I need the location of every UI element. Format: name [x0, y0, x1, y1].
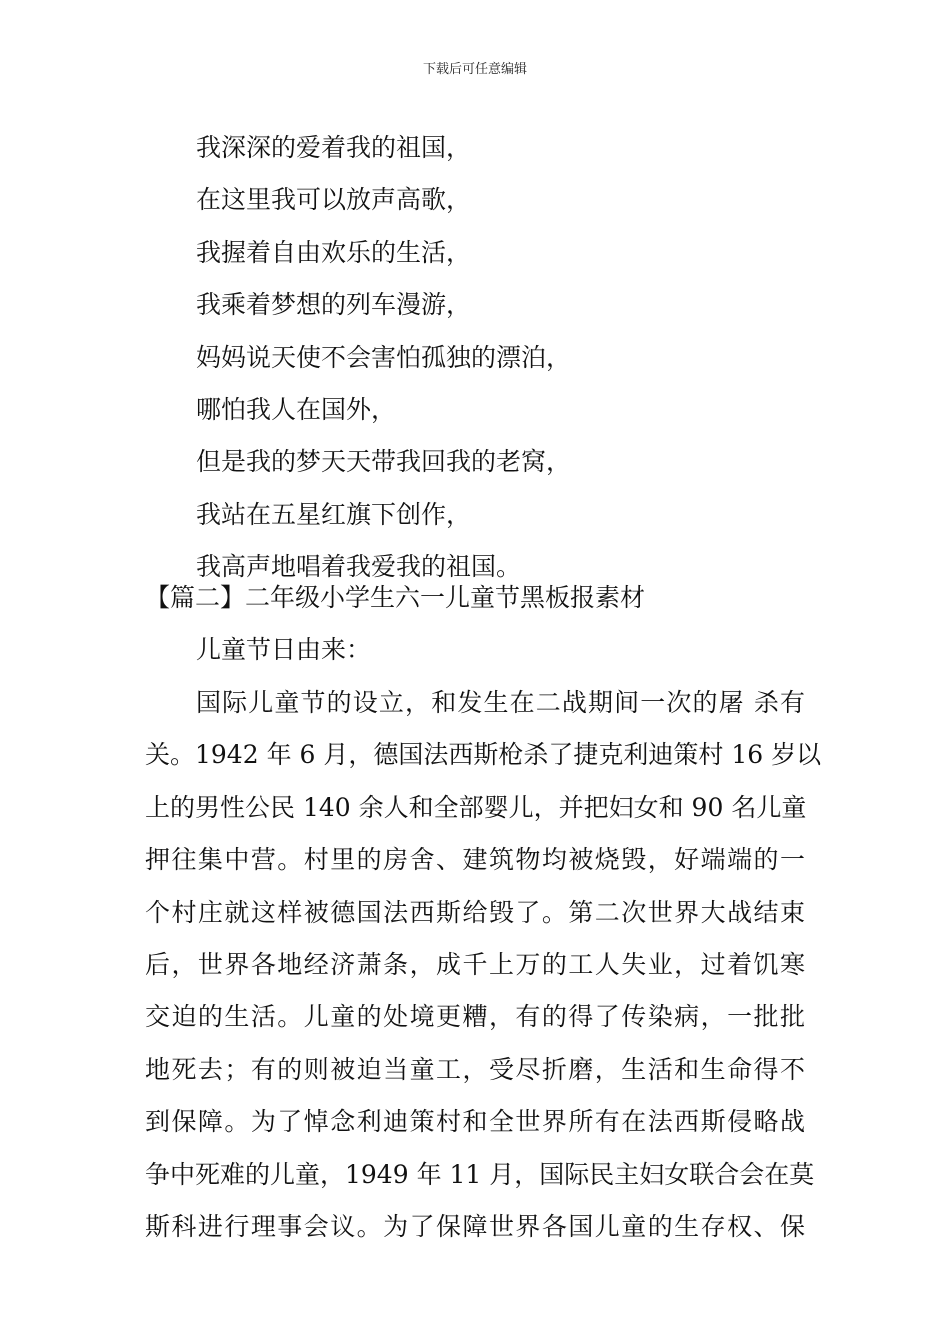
poem-line: 但是我的梦天天带我回我的老窝， — [196, 447, 572, 477]
paragraph-line: 后，世界各地经济萧条，成千上万的工人失业，过着饥寒 — [145, 949, 805, 979]
paragraph-line: 斯科进行理事会议。为了保障世界各国儿童的生存权、保 — [145, 1211, 805, 1241]
poem-line: 妈妈说天使不会害怕孤独的漂泊， — [196, 342, 572, 372]
paragraph-line: 上的男性公民 140 余人和全部婴儿，并把妇女和 90 名儿童 — [145, 792, 807, 822]
poem-line: 我乘着梦想的列车漫游， — [196, 290, 472, 320]
poem-line: 我握着自由欢乐的生活， — [196, 237, 472, 267]
paragraph-line: 交迫的生活。儿童的处境更糟，有的得了传染病，一批批 — [145, 1002, 805, 1032]
paragraph-line: 国际儿童节的设立，和发生在二战期间一次的屠 杀有 — [196, 688, 805, 717]
poem-line: 在这里我可以放声高歌， — [196, 185, 472, 215]
poem — [196, 122, 571, 594]
paragraph-line: 个村庄就这样被德国法西斯给毁了。第二次世界大战结束 — [145, 897, 805, 927]
section-subheading: 儿童节日由来： — [196, 635, 372, 664]
section-title: 【篇二】二年级小学生六一儿童节黑板报素材 — [145, 583, 646, 612]
poem-line: 我深深的爱着我的祖国， — [196, 133, 472, 162]
paragraph-line: 到保障。为了悼念利迪策村和全世界所有在法西斯侵略战 — [145, 1107, 805, 1137]
body-paragraph — [145, 677, 822, 1253]
poem-line: 哪怕我人在国外， — [196, 394, 397, 424]
paragraph-line: 押往集中营。村里的房舍、建筑物均被烧毁，好端端的一 — [145, 845, 805, 875]
paragraph-line: 地死去；有的则被迫当童工，受尽折磨，生活和生命得不 — [145, 1054, 805, 1084]
page-header: 下载后可任意编辑 — [422, 62, 527, 77]
poem-line: 我站在五星红旗下创作， — [196, 499, 472, 529]
paragraph-line: 争中死难的儿童，1949 年 11 月，国际民主妇女联合会在莫 — [145, 1159, 815, 1189]
poem-line: 我高声地唱着我爱我的祖国。 — [196, 552, 522, 582]
paragraph-line: 关。1942 年 6 月，德国法西斯枪杀了捷克利迪策村 16 岁以 — [145, 740, 822, 770]
